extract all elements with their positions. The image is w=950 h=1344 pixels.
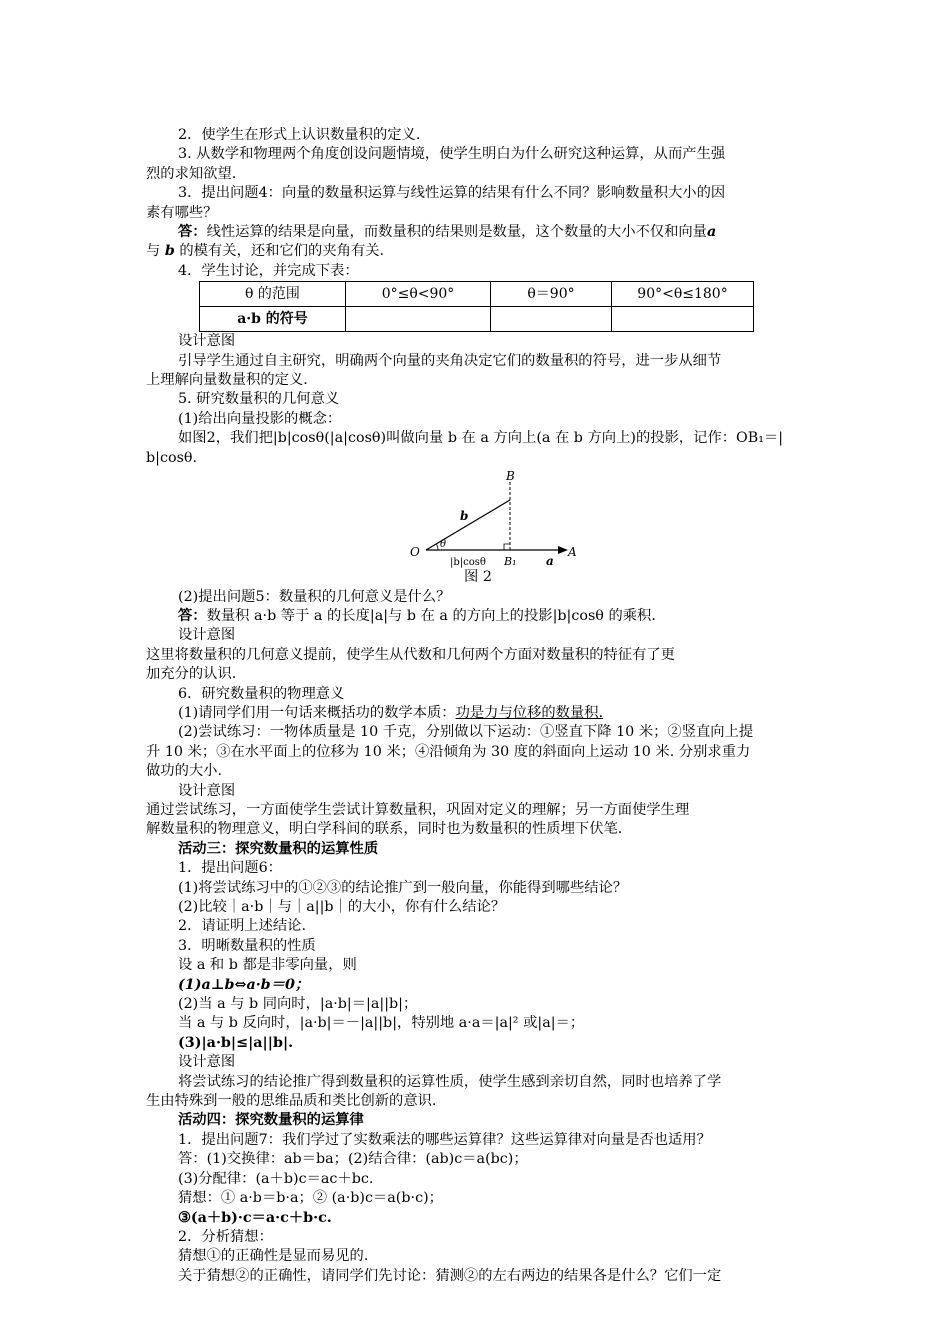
answer-text: 线性运算的结果是向量，而数量积的结果则是数量，这个数量的大小不仅和向量 bbox=[206, 224, 707, 241]
vector-a: a bbox=[706, 224, 717, 241]
line: ③(a＋b)·c＝a·c＋b·c. bbox=[178, 1209, 332, 1226]
label-b1: B₁ bbox=[504, 555, 517, 569]
answer-line bbox=[146, 607, 810, 626]
table-cell: 0°≤θ<90° bbox=[346, 282, 491, 307]
text: 与 bbox=[146, 243, 161, 260]
line: b|cosθ. bbox=[146, 449, 198, 466]
line: 解数量积的物理意义，明白学科间的联系，同时也为数量积的性质埋下伏笔. bbox=[146, 821, 623, 838]
document-page bbox=[146, 126, 810, 1286]
line: (1)将尝试练习中的①②③的结论推广到一般向量，你能得到哪些结论？ bbox=[178, 879, 628, 896]
line: 如图2，我们把|b|cosθ(|a|cosθ)叫做向量 b 在 a 方向上(a 在 b 方向上)的投影，记作：OB₁＝| bbox=[178, 430, 784, 447]
label-projection: |b|cosθ bbox=[450, 557, 486, 569]
underlined-answer: 功是力与位移的数量积. bbox=[455, 704, 604, 721]
line: (2)提出问题5：数量积的几何意义是什么？ bbox=[178, 588, 451, 605]
line: 3．提出问题4：向量的数量积运算与线性运算的结果有什么不同？影响数量积大小的因 bbox=[178, 185, 726, 202]
answer-label: 答： bbox=[178, 224, 207, 241]
table-cell bbox=[612, 307, 754, 332]
line bbox=[146, 242, 810, 261]
section-title: 5. 研究数量积的几何意义 bbox=[178, 391, 340, 408]
answer-line bbox=[146, 223, 810, 242]
line: 这里将数量积的几何意义提前，使学生从代数和几何两个方面对数量积的特征有了更 bbox=[146, 646, 675, 663]
label-theta: θ bbox=[440, 539, 447, 551]
answer-label: 答： bbox=[178, 607, 207, 624]
line: 1．提出问题7：我们学过了实数乘法的哪些运算律？这些运算律对向量是否也适用？ bbox=[178, 1131, 711, 1148]
line: 烈的求知欲望. bbox=[146, 165, 237, 182]
line: 2．分析猜想： bbox=[178, 1228, 273, 1245]
table-cell bbox=[346, 307, 491, 332]
design-title: 设计意图 bbox=[178, 333, 236, 350]
line: 4．学生讨论，并完成下表： bbox=[178, 262, 359, 279]
text: (1)请同学们用一句话来概括功的数学本质： bbox=[178, 704, 456, 721]
line: 关于猜想②的正确性，请同学们先讨论：猜测②的左右两边的结果各是什么？它们一定 bbox=[178, 1267, 722, 1284]
line: 将尝试练习的结论推广得到数量积的运算性质，使学生感到亲切自然，同时也培养了学 bbox=[178, 1073, 722, 1090]
right-angle-icon bbox=[504, 544, 510, 550]
section-title: 6．研究数量积的物理意义 bbox=[178, 685, 345, 702]
label-vector-a: a bbox=[546, 554, 554, 569]
vector-b-line bbox=[426, 500, 510, 550]
design-title: 设计意图 bbox=[178, 627, 236, 644]
line: 做功的大小. bbox=[146, 763, 223, 780]
label-a-point: A bbox=[568, 545, 577, 560]
line: (3)分配律：(a＋b)c＝ac＋bc. bbox=[178, 1170, 374, 1187]
answer-text: 数量积 a·b 等于 a 的长度|a|与 b 在 a 的方向上的投影|b|cosθ 的乘积. bbox=[206, 607, 656, 624]
line: 猜想：① a·b＝b·a；② (a·b)c＝a(b·c)； bbox=[178, 1190, 443, 1207]
table-cell: 90°<θ≤180° bbox=[612, 282, 754, 307]
label-b-point: B bbox=[506, 469, 515, 484]
design-title: 设计意图 bbox=[178, 782, 236, 799]
line: 通过尝试练习，一方面使学生尝试计算数量积，巩固对定义的理解；另一方面使学生理 bbox=[146, 801, 690, 818]
line: 引导学生通过自主研究，明确两个向量的夹角决定它们的数量积的符号，进一步从细节 bbox=[178, 352, 722, 369]
property-1: (1)a⊥b⇔a·b＝0； bbox=[178, 976, 310, 993]
text: 的模有关，还和它们的夹角有关. bbox=[179, 243, 385, 260]
property-2: (2)当 a 与 b 同向时，|a·b|＝|a||b|； bbox=[178, 996, 418, 1013]
figure-caption: 图 2 bbox=[464, 569, 492, 586]
line: 1．提出问题6： bbox=[178, 860, 282, 877]
table-cell bbox=[491, 307, 612, 332]
line: 2．使学生在形式上认识数量积的定义. bbox=[178, 127, 421, 143]
activity-title: 活动四：探究数量积的运算律 bbox=[178, 1112, 364, 1129]
line: 答：(1)交换律：ab＝ba；(2)结合律：(ab)c＝a(bc)； bbox=[178, 1151, 528, 1168]
table-cell: a·b 的符号 bbox=[200, 307, 346, 332]
angle-arc-icon bbox=[437, 544, 439, 550]
arrow-head-icon bbox=[558, 546, 568, 554]
projection-diagram bbox=[408, 468, 578, 568]
table-row bbox=[200, 282, 754, 307]
property-2b: 当 a 与 b 反向时，|a·b|＝－|a||b|，特别地 a·a＝|a|² 或|a|＝； bbox=[178, 1015, 585, 1032]
line: 生由特殊到一般的思维品质和类比创新的意识. bbox=[146, 1093, 437, 1110]
table-cell: θ 的范围 bbox=[200, 282, 346, 307]
line: 升 10 米；③在水平面上的位移为 10 米；④沿倾角为 30 度的斜面向上运动 10 米. 分别求重力 bbox=[146, 743, 751, 760]
design-title: 设计意图 bbox=[178, 1054, 236, 1071]
table-cell: θ＝90° bbox=[491, 282, 612, 307]
line: (2)尝试练习：一物体质量是 10 千克，分别做以下运动：①竖直下降 10 米；②竖直向上提 bbox=[178, 724, 754, 741]
line: (2)比较｜a·b｜与｜a||b｜的大小，你有什么结论？ bbox=[178, 899, 506, 915]
line: 猜想①的正确性是显而易见的. bbox=[178, 1248, 369, 1265]
property-3: (3)|a·b|≤|a||b|. bbox=[178, 1034, 294, 1051]
line bbox=[146, 704, 810, 723]
activity-title: 活动三：探究数量积的运算性质 bbox=[178, 840, 379, 857]
vector-b: b bbox=[164, 243, 175, 260]
line: 素有哪些？ bbox=[146, 204, 218, 221]
label-o: O bbox=[410, 545, 420, 560]
figure-2 bbox=[146, 468, 810, 580]
line: 2．请证明上述结论. bbox=[178, 918, 307, 935]
line: 设 a 和 b 都是非零向量，则 bbox=[178, 957, 357, 974]
line: 上理解向量数量积的定义. bbox=[146, 372, 308, 389]
line: 3．明晰数量积的性质 bbox=[178, 937, 316, 954]
line: 3. 从数学和物理两个角度创设问题情境，使学生明白为什么研究这种运算，从而产生强 bbox=[178, 146, 726, 163]
line: (1)给出向量投影的概念： bbox=[178, 410, 342, 427]
line: 加充分的认识. bbox=[146, 666, 237, 683]
table-row bbox=[200, 307, 754, 332]
sign-table bbox=[199, 281, 754, 332]
label-vector-b: b bbox=[460, 509, 469, 524]
